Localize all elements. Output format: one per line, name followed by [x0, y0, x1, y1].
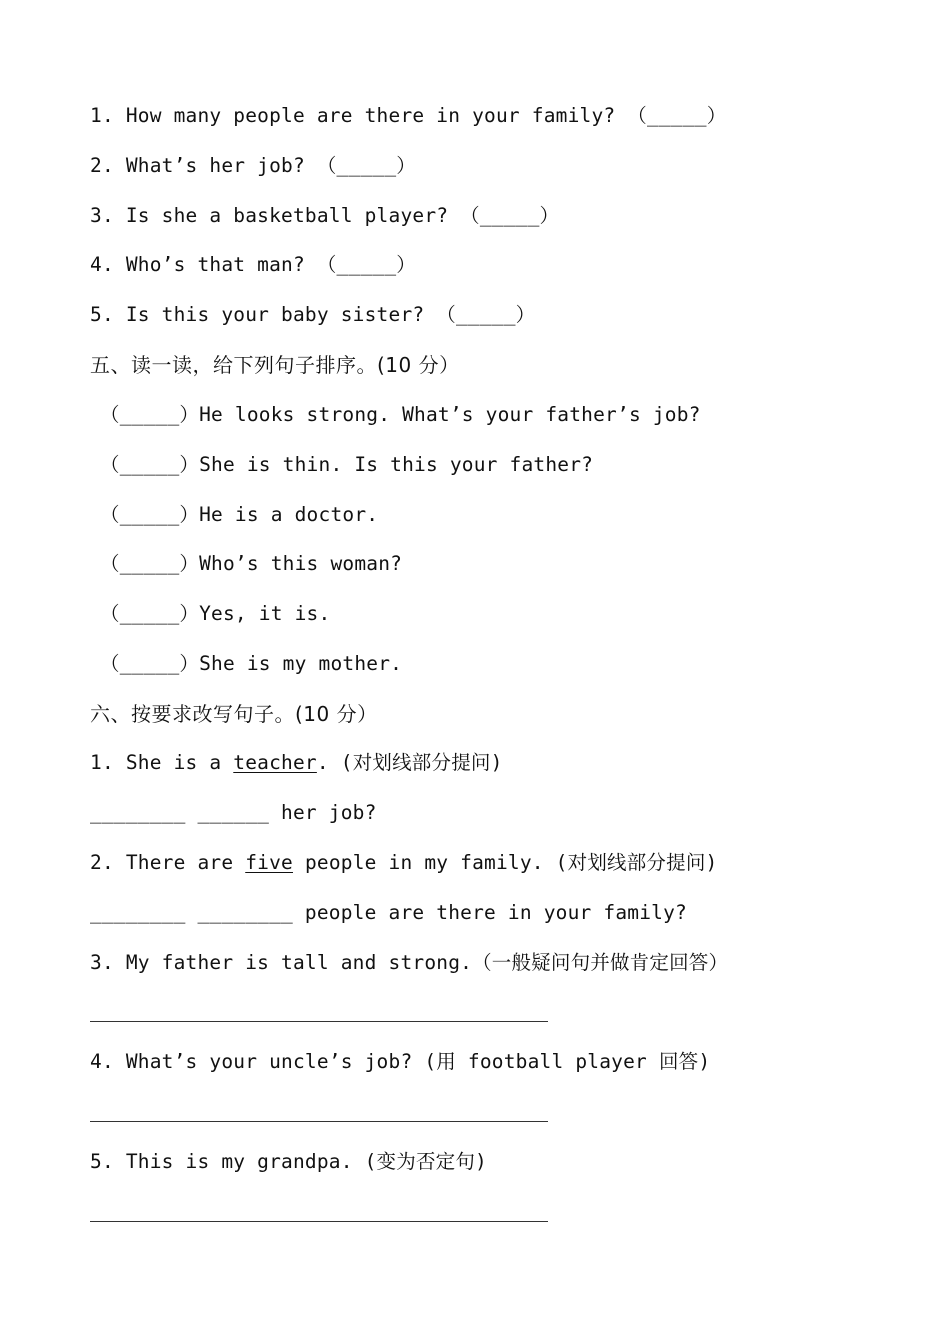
q1-prefix: 1. She is a: [90, 751, 234, 774]
section5-heading: 五、读一读，给下列句子排序。(10 分）: [90, 353, 460, 377]
q1-suffix: . (对划线部分提问): [316, 751, 503, 774]
q2-prefix: 2. There are: [90, 851, 246, 874]
section5-item-2: （_____）She is thin. Is this your father?: [100, 453, 594, 476]
answer-line-4: [90, 1121, 548, 1122]
section6-answer-2: ________ ________ people are there in your family?: [90, 901, 687, 924]
section6-question-5: 5. This is my grandpa. (变为否定句): [90, 1150, 487, 1173]
section4-item-1: 1. How many people are there in your family? （_____）: [90, 104, 727, 127]
answer-line-5: [90, 1221, 548, 1222]
q2-suffix: people in my family. (对划线部分提问): [293, 851, 718, 874]
section4-item-5: 5. Is this your baby sister? （_____）: [90, 303, 536, 326]
section4-item-4: 4. Who’s that man? （_____）: [90, 253, 416, 276]
section6-question-1: [90, 748, 503, 778]
section6-heading: 六、按要求改写句子。(10 分）: [90, 702, 378, 726]
section4-item-3: 3. Is she a basketball player? （_____）: [90, 204, 560, 227]
section6-question-4: 4. What’s your uncle’s job? (用 football player 回答): [90, 1050, 711, 1073]
section4-item-2: 2. What’s her job? （_____）: [90, 154, 416, 177]
section6-question-3: 3. My father is tall and strong.（一般疑问句并做肯定回答）: [90, 951, 729, 974]
section6-question-2: [90, 848, 717, 878]
answer-line-3: [90, 1021, 548, 1022]
q2-underlined-word: five: [245, 851, 293, 874]
section5-item-6: （_____）She is my mother.: [100, 652, 403, 675]
section6-answer-1: ________ ______ her job?: [90, 801, 377, 824]
section5-item-3: （_____）He is a doctor.: [100, 503, 379, 526]
section5-item-4: （_____）Who’s this woman?: [100, 552, 403, 575]
section5-item-1: （_____）He looks strong. What’s your father’s job?: [100, 403, 701, 426]
q1-underlined-word: teacher: [233, 751, 317, 774]
section5-item-5: （_____）Yes, it is.: [100, 602, 331, 625]
